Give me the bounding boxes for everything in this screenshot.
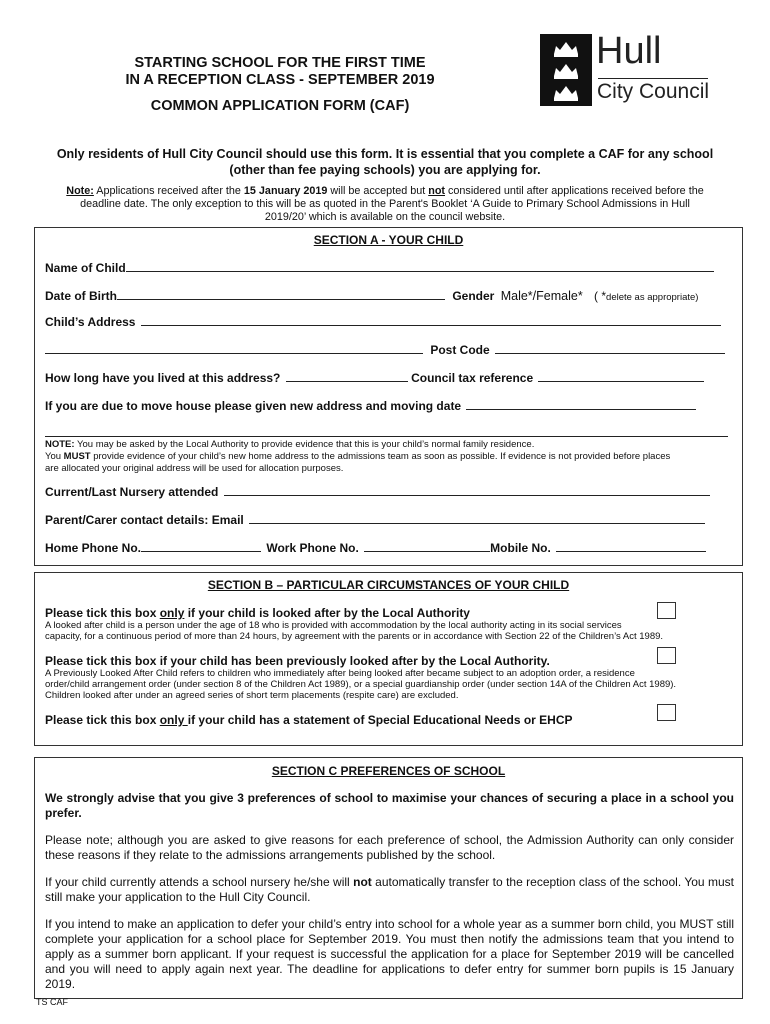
contact-email-label: Parent/Carer contact details: Email [45,513,244,527]
intro-note-label: Note: [66,185,94,197]
sen-only: only [159,713,188,727]
lived-label: How long have you lived at this address? [45,371,281,385]
sen-text-b: if your child has a statement of Special Educational Needs or EHCP [187,713,573,727]
intro-note-date: 15 January 2019 [243,185,328,197]
moving-row [45,399,696,413]
address-row [45,315,721,329]
gender-note: delete as appropriate) [606,292,699,303]
looked-after-text-a: Please tick this box [45,606,160,620]
residence-note-line3: are allocated your original address will be used for allocation purposes. [45,463,344,474]
previously-looked-after-desc-line1: A Previously Looked After Child refers to children who immediately after being looked after became subject to an adoption order, a residence [45,668,635,679]
name-of-child-label: Name of Child [45,261,126,275]
intro-note-not: not [428,185,446,197]
name-of-child-field[interactable] [126,261,714,272]
looked-after-desc-line1: A looked after child is a person under the age of 18 who is provided with accommodation by the local authority acting in its social services [45,620,622,631]
logo-divider [598,78,708,79]
logo-wordmark-city-council: City Council [597,80,710,103]
section-c-nursery-note [45,875,734,905]
lived-field[interactable] [286,371,408,382]
intro-note-line3: 2019/20’ which is available on the council website. [264,211,506,223]
gender-options[interactable]: Male*/Female* [500,289,583,303]
section-c-reasons-note: Please note; although you are asked to give reasons for each preference of school, the Admission Authority can only consider these reasons if they relate to the admissions arrangements published by the school. [45,833,734,862]
home-phone-field[interactable] [141,541,261,552]
intro-note-text-c: considered until after applications received before the [445,185,704,197]
moving-label: If you are due to move house please given new address and moving date [45,399,462,413]
work-phone-field[interactable] [364,541,490,552]
looked-after-text-b: if your child is looked after by the Local Authority [184,606,470,620]
nursery-field[interactable] [224,485,710,496]
dob-row [45,289,698,303]
looked-after-question [45,606,470,620]
address-field-2[interactable] [45,343,423,354]
looked-after-desc-line2: capacity, for a continuous period of more than 24 hours, by agreement with the parents or in accordance with Section 22 of the Children’s Act 1989. [45,631,664,642]
looked-after-checkbox[interactable] [657,602,676,619]
section-c-nursery-text-a: If your child currently attends a school nursery he/she will [45,875,354,889]
residence-note-text2a: You [45,451,64,462]
previously-looked-after-checkbox[interactable] [657,647,676,664]
section-c-nursery-text-b: automatically transfer to the reception class of the school. You must still make your application to the Hull City Council. [45,875,734,904]
nursery-row [45,485,710,499]
lived-row [45,371,704,385]
dob-field[interactable] [117,289,445,300]
postcode-label: Post Code [430,343,490,357]
section-c-heading: SECTION C PREFERENCES OF SCHOOL [271,764,506,778]
section-b-heading: SECTION B – PARTICULAR CIRCUMSTANCES OF YOUR CHILD [207,578,570,592]
previously-looked-after-question: Please tick this box if your child has been previously looked after by the Local Authority. [45,654,550,668]
form-title-line1: STARTING SCHOOL FOR THE FIRST TIME [134,55,426,71]
contact-row [45,513,705,527]
intro-note-line1 [20,185,750,198]
name-of-child-row [45,261,714,275]
gender-label: Gender [452,289,495,303]
mobile-field[interactable] [556,541,706,552]
nursery-label: Current/Last Nursery attended [45,485,219,499]
previously-looked-after-desc-line3: Children looked after under an agreed series of short term placements (respite care) are excluded. [45,690,459,701]
intro-line2: (other than fee paying schools) you are applying for. [229,163,541,177]
council-tax-field[interactable] [538,371,704,382]
sen-text-a: Please tick this box [45,713,160,727]
residence-note-must: MUST [63,451,91,462]
hull-crest-logo [540,34,592,106]
intro-note-text-b: will be accepted but [327,185,429,197]
residence-note-line1 [45,439,745,451]
form-title-line3: COMMON APPLICATION FORM (CAF) [150,98,410,114]
footer-form-code: TS CAF [36,997,69,1007]
postcode-row [45,343,725,357]
home-phone-label: Home Phone No. [45,541,142,555]
gender-note-open: ( * [594,289,607,303]
form-title-line2: IN A RECEPTION CLASS - SEPTEMBER 2019 [125,72,435,88]
address-label: Child’s Address [45,315,136,329]
section-c-nursery-not: not [353,875,372,889]
section-c-defer-note: If you intend to make an application to defer your child’s entry into school for a whole year as a summer born child, you MUST still complete your application for a school place for September 2019. You must then notify the admissions team that you intend to apply as a summer born applicant. If your request is successful the application for a place for September 2019 will be cancelled and you will need to apply again next year. The deadline for applications to defer entry for summer born pupils is 15 January 2019. [45,917,734,991]
work-phone-label: Work Phone No. [266,541,359,555]
previously-looked-after-desc-line2: order/child arrangement order (under section 8 of the Children Act 1989), or a special guardianship order (under section 14A of the Children Act 1989). [45,679,677,690]
residence-note-text2b: provide evidence of your child’s new home address to the admissions team as soon as possible. If evidence is not provided before places [90,451,671,462]
section-a-heading: SECTION A - YOUR CHILD [313,233,464,247]
residence-note-text1: You may be asked by the Local Authority to provide evidence that this is your child’s normal family residence. [74,439,535,450]
postcode-field[interactable] [495,343,725,354]
logo-wordmark-hull: Hull [596,30,662,72]
section-c-advice: We strongly advise that you give 3 preferences of school to maximise your chances of securing a place in a school you prefer. [45,791,734,820]
moving-field-1[interactable] [466,399,696,410]
phone-row [45,541,706,555]
mobile-label: Mobile No. [490,541,551,555]
sen-question [45,713,573,727]
address-field-1[interactable] [141,315,721,326]
intro-line1: Only residents of Hull City Council should use this form. It is essential that you complete a CAF for any school [56,147,714,161]
looked-after-only: only [159,606,185,620]
dob-label: Date of Birth [45,289,117,303]
sen-checkbox[interactable] [657,704,676,721]
intro-note-text-a: Applications received after the [93,185,244,197]
contact-email-field[interactable] [249,513,705,524]
moving-field-2[interactable] [45,436,728,437]
residence-note-line2 [45,451,745,463]
intro-note-line2: deadline date. The only exception to this will be as quoted in the Parent's Booklet ‘A Guide to Primary School Admissions in Hull [80,198,690,210]
council-tax-label: Council tax reference [411,371,534,385]
residence-note-label: NOTE: [45,439,75,450]
